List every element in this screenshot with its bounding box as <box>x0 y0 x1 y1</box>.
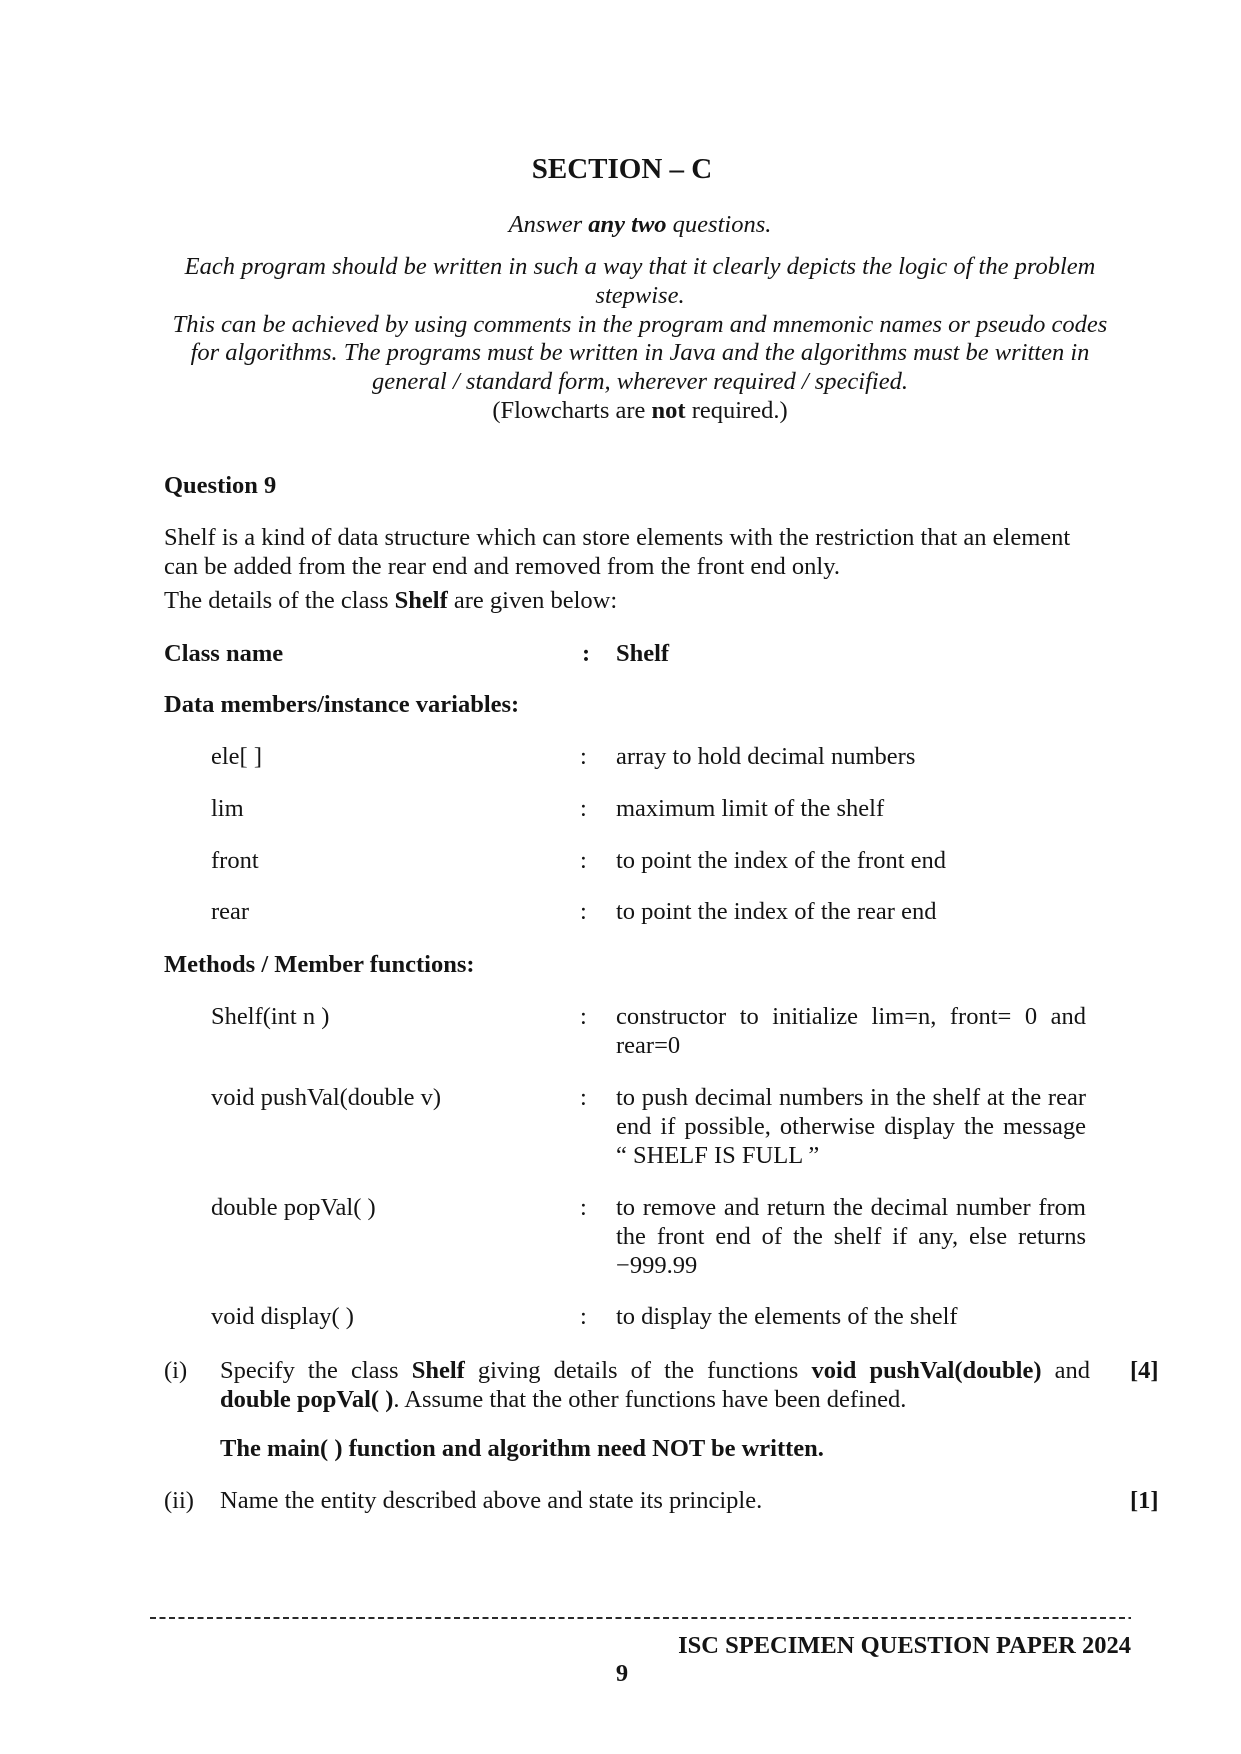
marks-badge: [4] <box>1130 1357 1159 1384</box>
instruction-line: general / standard form, wherever required / specified. <box>372 368 908 396</box>
flowcharts-pre: (Flowcharts are <box>492 396 652 424</box>
flowcharts-post: required.) <box>685 396 788 424</box>
bold-run: double popVal( ) <box>220 1386 394 1413</box>
data-member-row <box>0 794 1241 823</box>
text-run: giving details of the functions <box>464 1357 812 1384</box>
part-text <box>220 1356 1090 1414</box>
method-row <box>0 1193 1241 1279</box>
method-description <box>616 1083 1086 1170</box>
part-text <box>220 1486 1090 1515</box>
description-line: “ SHELF IS FULL ” <box>616 1142 820 1169</box>
class-name-label: Class name <box>164 640 284 667</box>
instruction-line: for algorithms. The programs must be written in Java and the algorithms must be written in <box>190 339 1090 367</box>
text-run: . Assume that the other functions have been defined. <box>393 1386 907 1413</box>
part-line <box>220 1385 1090 1414</box>
separator: : <box>580 898 587 925</box>
answer-instruction <box>150 210 1130 239</box>
data-members-heading: Data members/instance variables: <box>164 691 520 718</box>
class-name-row <box>0 639 1241 668</box>
flowcharts-emphasis: not <box>651 396 686 424</box>
details-pre: The details of the class <box>164 587 395 614</box>
method-name: void display( ) <box>211 1303 354 1330</box>
member-description: to point the index of the front end <box>616 847 946 874</box>
page-number: 9 <box>615 1660 629 1687</box>
general-instructions <box>150 253 1130 426</box>
marks-badge: [1] <box>1130 1487 1159 1514</box>
description-line: to remove and return the decimal number from <box>616 1194 1086 1221</box>
part-line <box>220 1356 1090 1385</box>
part-label: (i) <box>164 1357 188 1384</box>
member-name: lim <box>211 795 244 822</box>
description-line: to display the elements of the shelf <box>616 1303 958 1330</box>
text-run: Specify the class <box>220 1357 412 1384</box>
description-line: −999.99 <box>616 1252 698 1279</box>
separator: : <box>580 847 587 874</box>
method-row <box>0 1083 1241 1169</box>
answer-post: questions. <box>666 211 772 238</box>
method-description <box>616 1302 1086 1331</box>
part-note: The main( ) function and algorithm need NOT be written. <box>220 1435 824 1462</box>
data-member-row <box>0 742 1241 771</box>
details-class-name: Shelf <box>394 587 448 614</box>
separator: : <box>580 795 587 822</box>
method-row <box>0 1002 1241 1059</box>
instruction-line: Each program should be written in such a way that it clearly depicts the logic of the problem <box>184 253 1096 280</box>
method-description <box>616 1193 1086 1280</box>
separator: : <box>580 1084 587 1111</box>
instruction-line: stepwise. <box>595 281 685 309</box>
class-name-value: Shelf <box>616 640 670 667</box>
member-description: maximum limit of the shelf <box>616 795 885 822</box>
question-title: Question 9 <box>164 472 277 499</box>
member-name: rear <box>211 898 250 925</box>
answer-pre: Answer <box>508 211 589 238</box>
section-title: SECTION – C <box>531 153 713 185</box>
text-run: and <box>1041 1357 1091 1384</box>
method-name: void pushVal(double v) <box>211 1084 441 1111</box>
data-member-row <box>0 897 1241 926</box>
separator: : <box>582 640 591 667</box>
details-post: are given below: <box>447 587 618 614</box>
question-part-ii <box>0 1486 1241 1515</box>
method-description <box>616 1002 1086 1060</box>
method-row <box>0 1302 1241 1331</box>
part-label: (ii) <box>164 1487 194 1514</box>
separator: : <box>580 743 587 770</box>
description-line: the front end of the shelf if any, else returns <box>616 1223 1086 1250</box>
flowcharts-note <box>150 397 1130 426</box>
description-line: end if possible, otherwise display the message <box>616 1113 1086 1140</box>
question-part-i <box>0 1356 1241 1413</box>
member-name: ele[ ] <box>211 743 262 770</box>
intro-line: Shelf is a kind of data structure which can store elements with the restriction that an element <box>164 524 1071 551</box>
member-name: front <box>211 847 259 874</box>
bold-run: void pushVal(double) <box>811 1357 1042 1384</box>
methods-heading: Methods / Member functions: <box>164 951 475 978</box>
footer-divider <box>150 1617 1131 1619</box>
separator: : <box>580 1194 587 1221</box>
instruction-line: This can be achieved by using comments in the program and mnemonic names or pseudo codes <box>172 310 1108 338</box>
method-name: double popVal( ) <box>211 1194 376 1221</box>
footer-title: ISC SPECIMEN QUESTION PAPER 2024 <box>678 1632 1131 1659</box>
description-line: constructor to initialize lim=n, front= 0 and <box>616 1003 1086 1030</box>
bold-run: Shelf <box>411 1357 465 1384</box>
class-details-intro <box>164 586 617 615</box>
question-intro <box>164 523 1070 581</box>
answer-emphasis: any two <box>588 211 667 238</box>
separator: : <box>580 1003 587 1030</box>
description-line: rear=0 <box>616 1032 681 1059</box>
method-name: Shelf(int n ) <box>211 1003 330 1030</box>
separator: : <box>580 1303 587 1330</box>
intro-line: can be added from the rear end and removed from the front end only. <box>164 553 840 580</box>
part-line: Name the entity described above and state its principle. <box>220 1487 763 1514</box>
member-description: array to hold decimal numbers <box>616 743 916 770</box>
data-member-row <box>0 846 1241 875</box>
member-description: to point the index of the rear end <box>616 898 937 925</box>
description-line: to push decimal numbers in the shelf at the rear <box>616 1084 1086 1111</box>
